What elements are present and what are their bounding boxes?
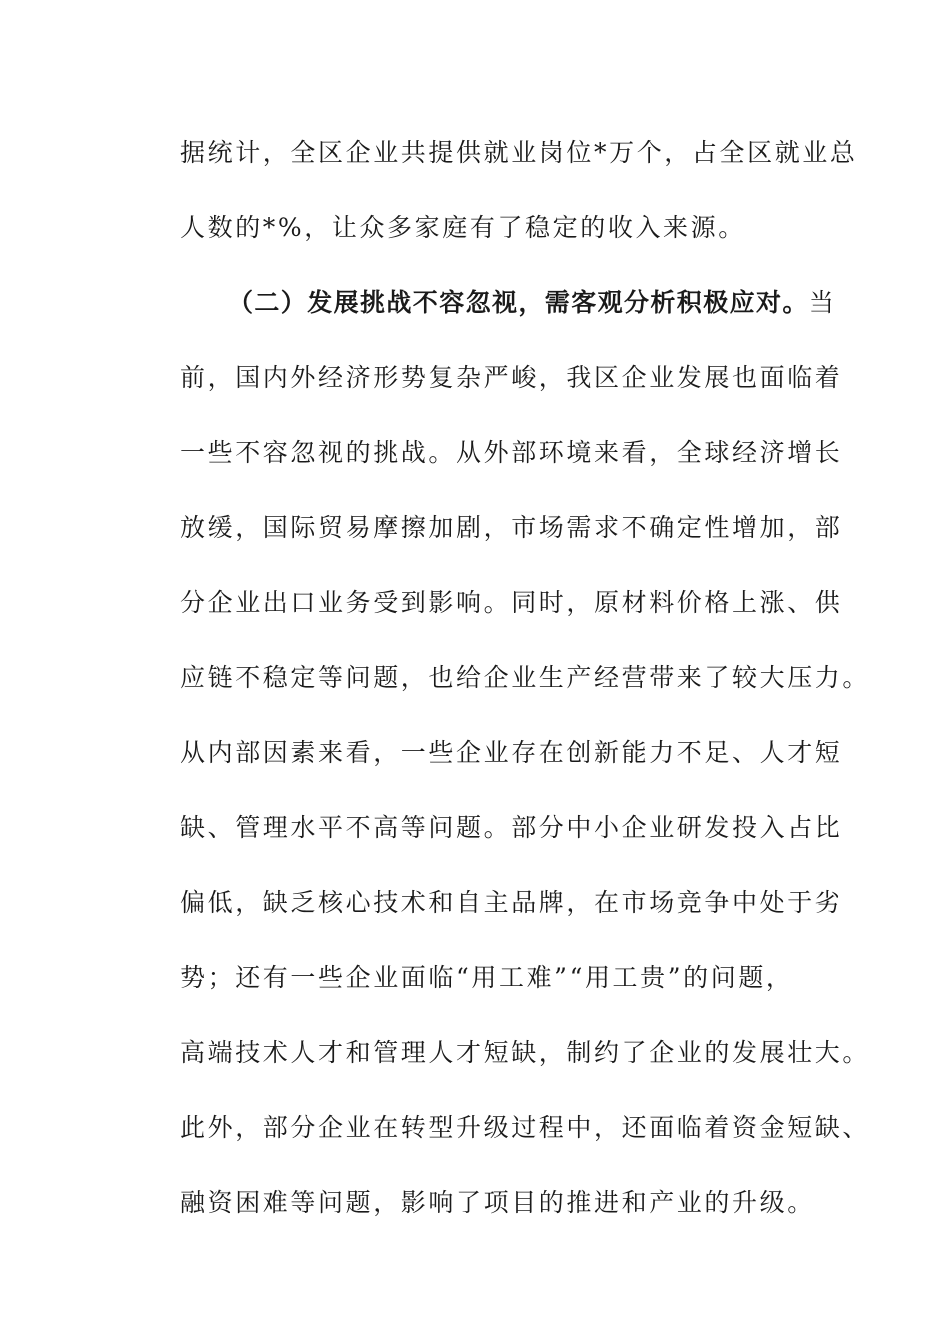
section-heading-line bbox=[228, 283, 836, 323]
paragraph-line: 此外，部分企业在转型升级过程中，还面临着资金短缺、 bbox=[180, 1113, 871, 1142]
paragraph-line: 势；还有一些企业面临“用工难”“用工贵”的问题， bbox=[180, 963, 794, 992]
paragraph-line: 一些不容忽视的挑战。从外部环境来看，全球经济增长 bbox=[180, 438, 843, 467]
paragraph-line: 前，国内外经济形势复杂严峻，我区企业发展也面临着 bbox=[180, 363, 843, 392]
paragraph-line: 偏低，缺乏核心技术和自主品牌，在市场竞争中处于劣 bbox=[180, 888, 843, 917]
paragraph-line: 应链不稳定等问题，也给企业生产经营带来了较大压力。 bbox=[180, 663, 871, 692]
paragraph-line: 从内部因素来看，一些企业存在创新能力不足、人才短 bbox=[180, 738, 843, 767]
paragraph-line: 融资困难等问题，影响了项目的推进和产业的升级。 bbox=[180, 1188, 815, 1217]
paragraph-text: 当 bbox=[808, 288, 836, 317]
paragraph-line: 高端技术人才和管理人才短缺，制约了企业的发展壮大。 bbox=[180, 1038, 871, 1067]
section-heading: （二）发展挑战不容忽视，需客观分析积极应对。 bbox=[228, 288, 809, 317]
paragraph-line: 分企业出口业务受到影响。同时，原材料价格上涨、供 bbox=[180, 588, 843, 617]
paragraph-line: 人数的*%，让众多家庭有了稳定的收入来源。 bbox=[180, 213, 746, 242]
paragraph-line: 缺、管理水平不高等问题。部分中小企业研发投入占比 bbox=[180, 813, 843, 842]
paragraph-line: 放缓，国际贸易摩擦加剧，市场需求不确定性增加，部 bbox=[180, 513, 843, 542]
paragraph-line: 据统计，全区企业共提供就业岗位*万个，占全区就业总 bbox=[180, 138, 858, 167]
